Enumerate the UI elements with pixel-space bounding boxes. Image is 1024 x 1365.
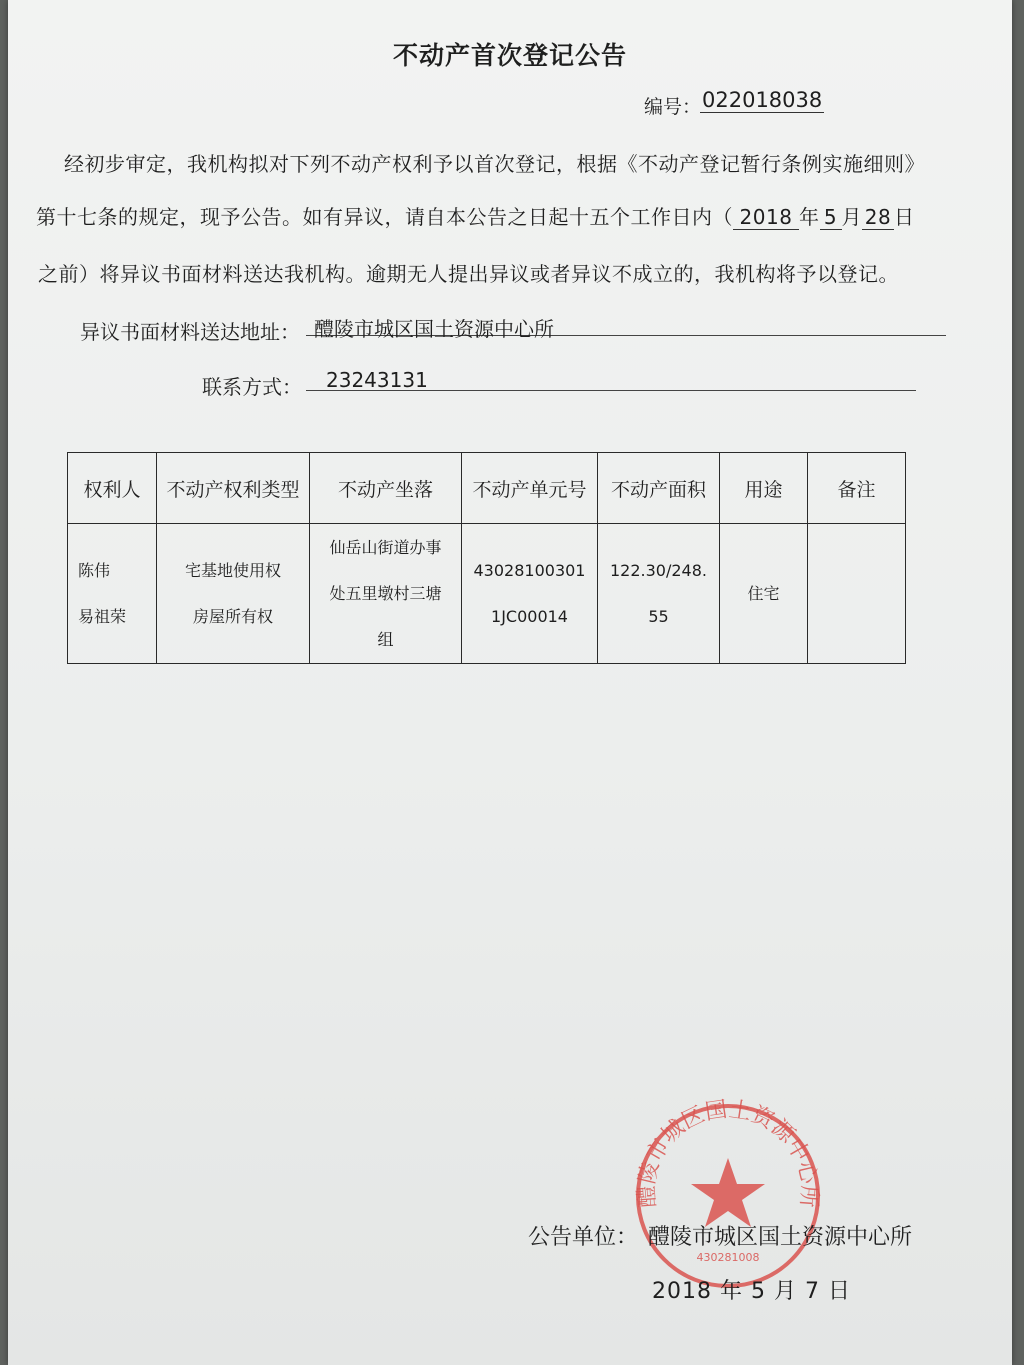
right-type: 宅基地使用权 [184, 560, 281, 580]
svg-text:430281008: 430281008 [696, 1251, 760, 1264]
svg-text:醴陵市城区国土资源中心所: 醴陵市城区国土资源中心所 [634, 1097, 822, 1209]
official-seal-icon [628, 1096, 828, 1296]
location-line: 仙岳山街道办事 [329, 537, 442, 557]
number-value: 022018038 [702, 88, 823, 112]
contact-value: 23243131 [326, 368, 428, 392]
holder-name: 易祖荣 [78, 606, 127, 626]
day-char: 日 [894, 205, 915, 229]
cell-area [598, 524, 720, 664]
contact-label: 联系方式： [202, 375, 302, 399]
unit-no-line: 1JC00014 [491, 606, 568, 626]
cell-right-types [157, 524, 310, 664]
address-label: 异议书面材料送达地址： [80, 320, 300, 344]
issue-date: 2018 年 5 月 7 日 [652, 1279, 851, 1304]
header-holder: 权利人 [68, 453, 157, 524]
cell-unit-no [462, 524, 598, 664]
header-location: 不动产坐落 [310, 453, 462, 524]
location-line: 处五里墩村三塘 [329, 583, 442, 603]
month-char: 月 [841, 205, 862, 229]
cell-location [310, 524, 462, 664]
area-line: 55 [648, 606, 669, 626]
header-right-type: 不动产权利类型 [157, 453, 310, 524]
cell-remark [808, 524, 906, 664]
header-usage: 用途 [720, 453, 808, 524]
right-type: 房屋所有权 [192, 606, 273, 626]
header-remark: 备注 [808, 453, 906, 524]
deadline-month: 5 [820, 205, 842, 230]
header-area: 不动产面积 [598, 453, 720, 524]
area-line: 122.30/248. [610, 560, 707, 580]
number-label: 编号： [644, 96, 702, 118]
cell-holders [68, 524, 157, 664]
paragraph-2 [36, 201, 915, 230]
deadline-day: 28 [862, 205, 894, 230]
table-row [68, 524, 906, 664]
header-unit-no: 不动产单元号 [462, 453, 598, 524]
paragraph-3: 之前）将异议书面材料送达我机构。逾期无人提出异议或者异议不成立的，我机构将予以登记。 [38, 262, 899, 286]
cell-usage: 住宅 [720, 524, 808, 664]
year-char: 年 [799, 205, 820, 229]
location-line: 组 [377, 629, 394, 649]
notice-title: 不动产首次登记公告 [392, 41, 627, 70]
deadline-year: 2018 [733, 205, 799, 230]
address-value: 醴陵市城区国土资源中心所 [314, 317, 554, 341]
paragraph-2-text: 第十七条的规定，现予公告。如有异议，请自本公告之日起十五个工作日内（ [36, 205, 733, 229]
table-header-row [68, 453, 906, 524]
holder-name: 陈伟 [78, 560, 111, 580]
issuer-label: 公告单位： [528, 1225, 639, 1250]
paragraph-1: 经初步审定，我机构拟对下列不动产权利予以首次登记，根据《不动产登记暂行条例实施细则》 [64, 152, 925, 176]
notice-paper [8, 0, 1012, 1365]
issuer-value: 醴陵市城区国土资源中心所 [648, 1225, 913, 1250]
property-table [67, 452, 906, 664]
unit-no-line: 43028100301 [473, 560, 586, 580]
